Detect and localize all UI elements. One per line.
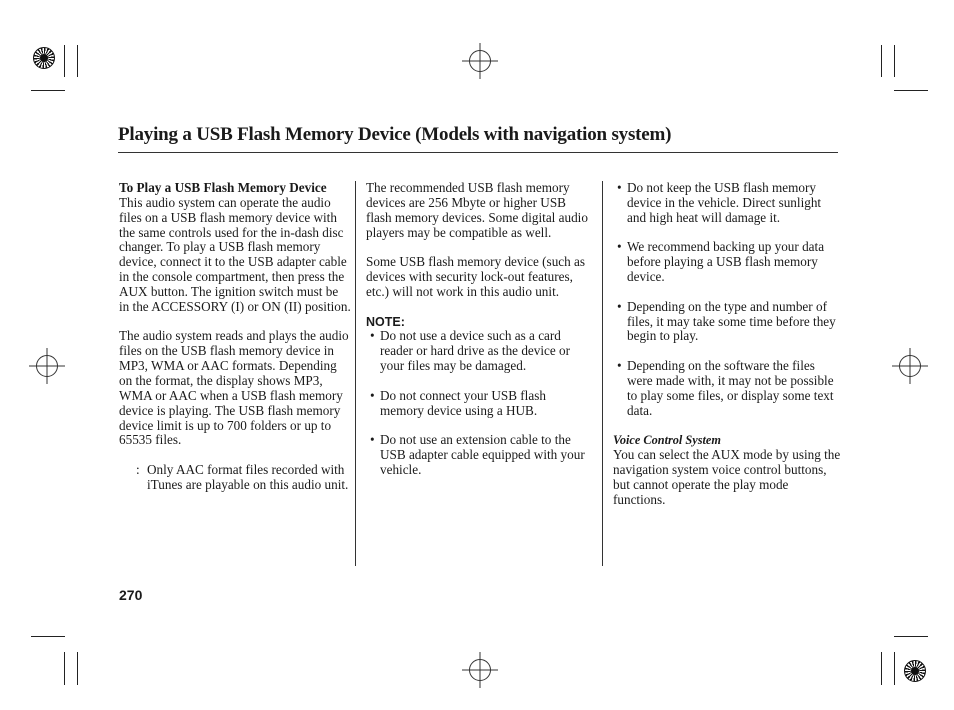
registration-rosette-icon: [33, 47, 55, 69]
list-item: • Depending on the software the files were made with, it may not be possible to play some files, or display some text data.: [613, 359, 841, 418]
registration-crosshair-icon: [469, 50, 491, 72]
page-number: 270: [119, 587, 143, 603]
section-heading: To Play a USB Flash Memory Device: [119, 180, 327, 195]
paragraph: This audio system can operate the audio files on a USB flash memory device with the same controls used for the in-dash disc changer. To play a USB flash memory device, connect it to the USB adapter cable in the console compartment, then press the AUX button. The ignition switch must be in the ACCESSORY (I) or ON (II) position.: [119, 194, 351, 314]
paragraph: You can select the AUX mode by using the navigation system voice control buttons, but cannot operate the play mode functions.: [613, 447, 841, 507]
title-divider: [118, 152, 838, 153]
footnote: [119, 463, 351, 493]
paragraph: The audio system reads and plays the audio files on the USB flash memory device in MP3, WMA or AAC formats. Depending on the format, the display shows MP3, WMA or AAC when a USB flash memory device is playing. The USB flash memory device limit is up to 700 folders or up to 65535 files.: [119, 328, 349, 448]
list-item: • Do not use an extension cable to the USB adapter cable equipped with your vehicle.: [366, 433, 592, 478]
footnote-mark: :: [136, 462, 140, 478]
registration-crosshair-icon: [469, 659, 491, 681]
crop-mark: [64, 45, 65, 77]
crop-mark: [64, 652, 65, 685]
registration-crosshair-icon: [36, 355, 58, 377]
crop-mark: [894, 652, 895, 685]
crop-mark: [894, 45, 895, 77]
column-3: [613, 181, 841, 508]
note-label: NOTE:: [366, 314, 405, 329]
column-2: [366, 181, 592, 478]
subheading: Voice Control System: [613, 433, 721, 448]
list-item: • Depending on the type and number of files, it may take some time before they begin to play.: [613, 300, 841, 345]
column-divider: [602, 181, 603, 566]
crop-mark: [894, 90, 928, 91]
list-item: • Do not connect your USB flash memory device using a HUB.: [366, 389, 592, 419]
page-title: Playing a USB Flash Memory Device (Models with navigation system): [118, 124, 672, 145]
list-item: • Do not keep the USB flash memory device in the vehicle. Direct sunlight and high heat will damage it.: [613, 181, 841, 226]
registration-rosette-icon: [904, 660, 926, 682]
paragraph: The recommended USB flash memory devices are 256 Mbyte or higher USB flash memory devices. Some digital audio players may be compatible as well.: [366, 180, 588, 240]
crop-mark: [77, 652, 78, 685]
crop-mark: [881, 45, 882, 77]
column-1: [119, 181, 351, 493]
footnote-text: Only AAC format files recorded with iTunes are playable on this audio unit.: [147, 462, 349, 492]
crop-mark: [881, 652, 882, 685]
list-item: • We recommend backing up your data before playing a USB flash memory device.: [613, 240, 841, 285]
crop-mark: [31, 90, 65, 91]
paragraph: Some USB flash memory device (such as devices with security lock-out features, etc.) will not work in this audio unit.: [366, 254, 586, 299]
list-item: • Do not use a device such as a card reader or hard drive as the device or your files may be damaged.: [366, 329, 592, 374]
crop-mark: [77, 45, 78, 77]
crop-mark: [894, 636, 928, 637]
registration-crosshair-icon: [899, 355, 921, 377]
column-divider: [355, 181, 356, 566]
crop-mark: [31, 636, 65, 637]
